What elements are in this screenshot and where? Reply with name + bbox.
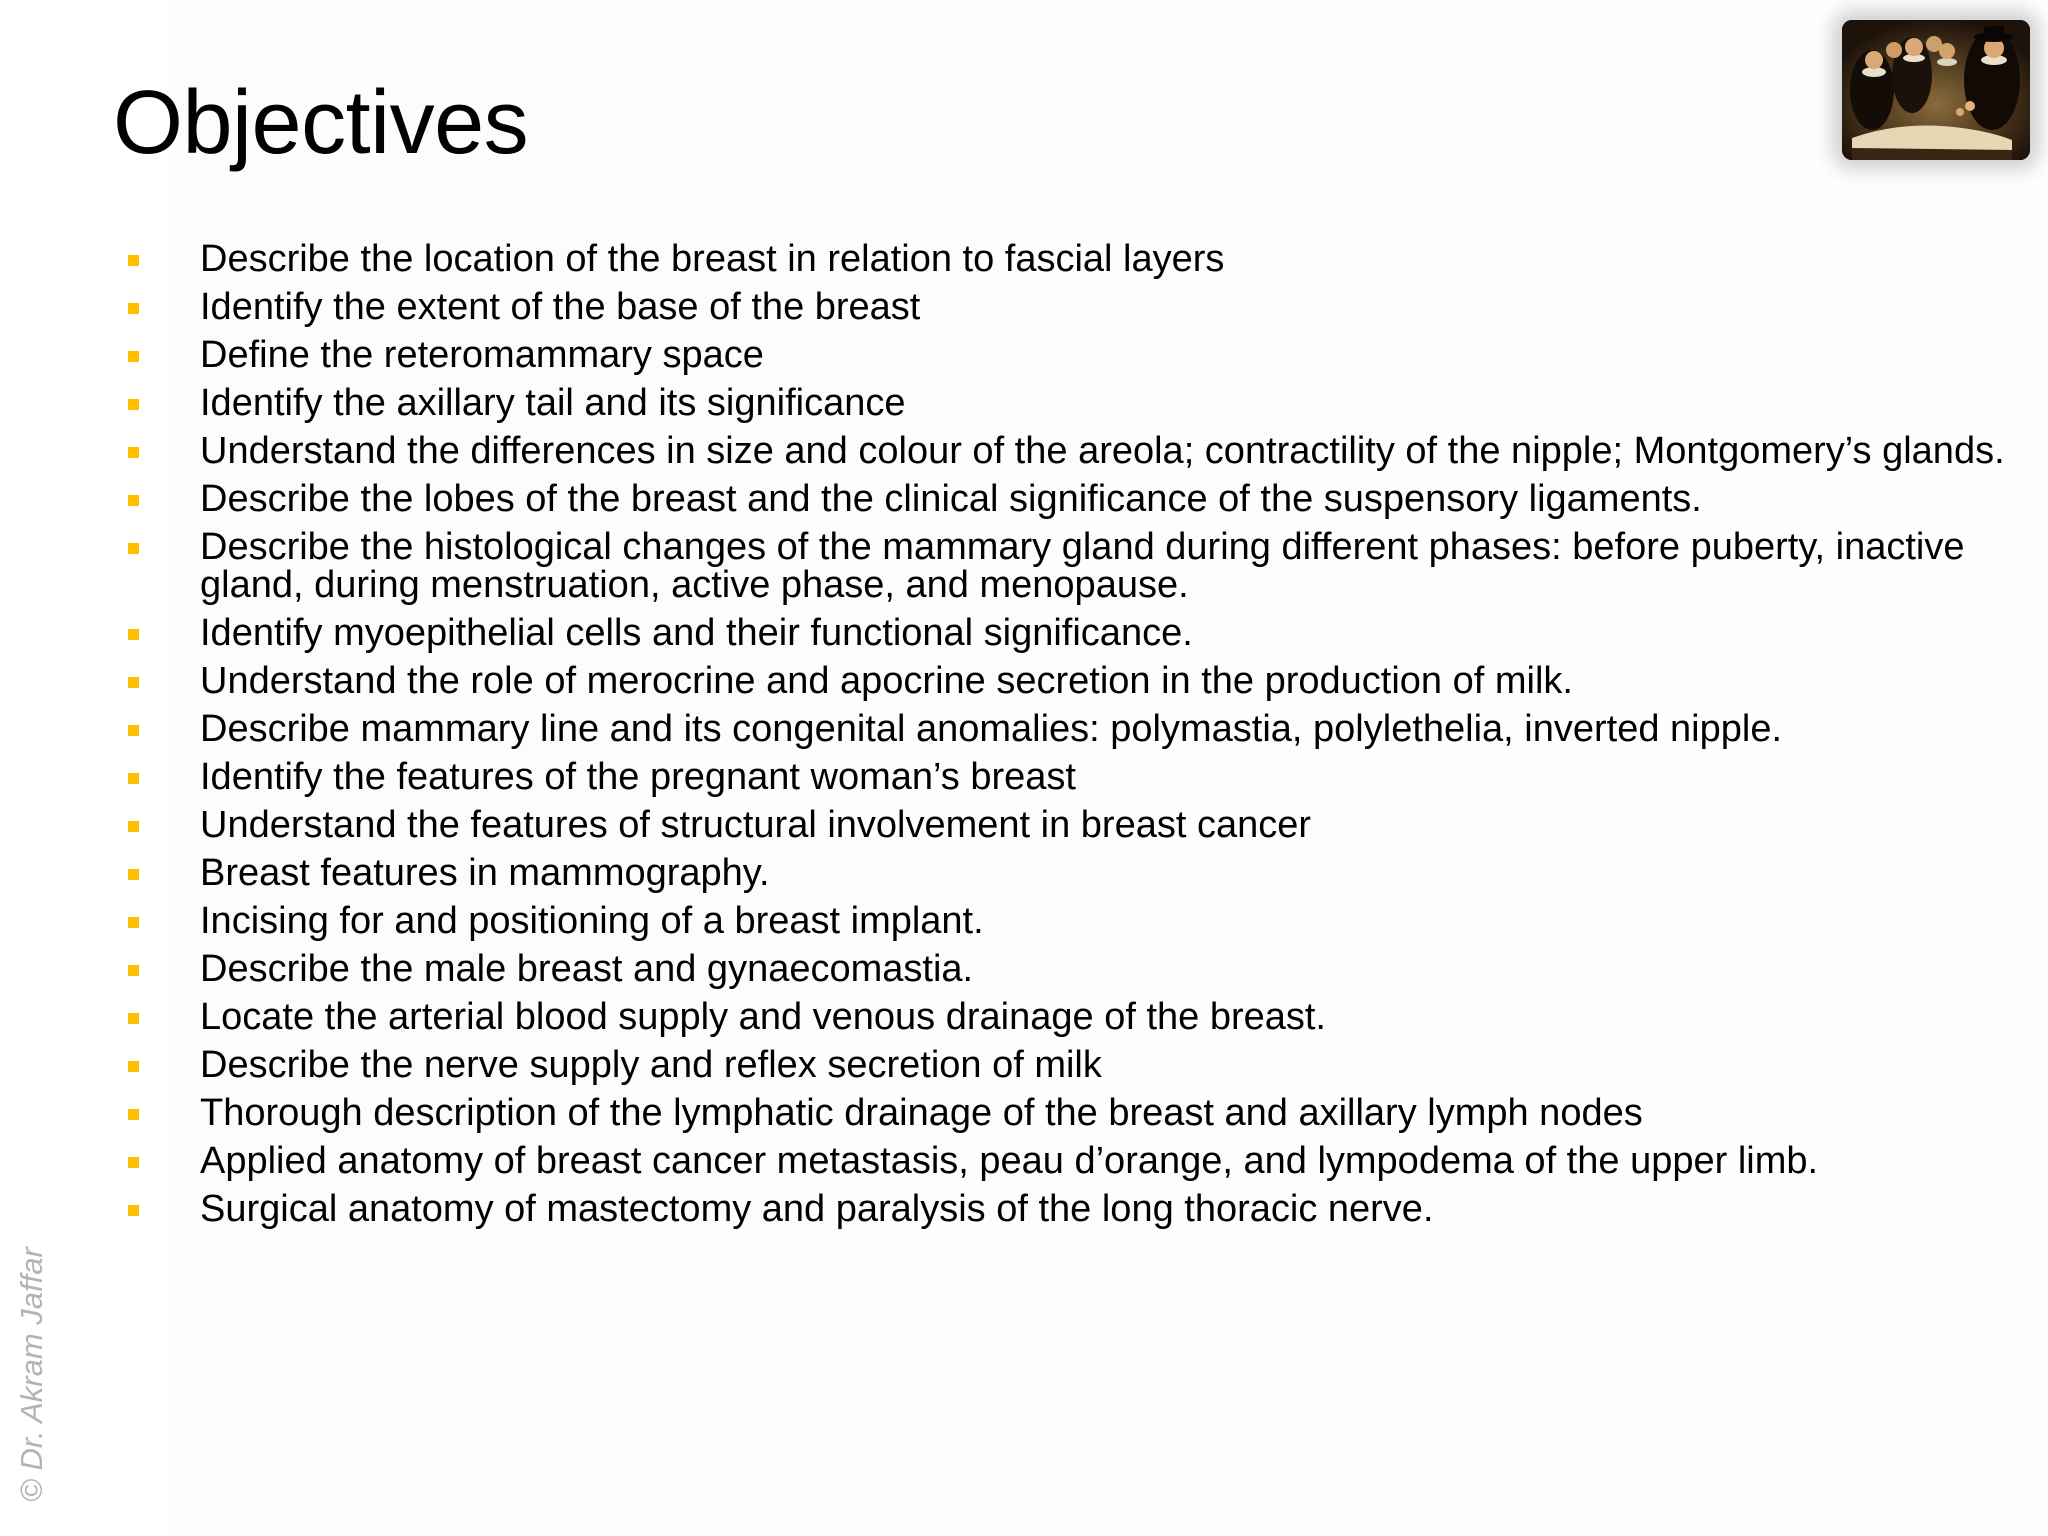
objective-item <box>120 480 2020 518</box>
objective-text: Understand the differences in size and colour of the areola; contractility of the nipple; Montgomery’s glands. <box>200 430 2005 472</box>
square-bullet-icon <box>128 725 139 736</box>
square-bullet-icon <box>128 1013 139 1024</box>
square-bullet-icon <box>128 351 139 362</box>
square-bullet-icon <box>128 399 139 410</box>
objectives-list <box>120 240 2020 1238</box>
square-bullet-icon <box>128 677 139 688</box>
anatomy-lesson-painting <box>1842 20 2030 160</box>
objective-item <box>120 806 2020 844</box>
objective-item <box>120 662 2020 700</box>
objective-text: Understand the features of structural involvement in breast cancer <box>200 804 1312 846</box>
objective-item <box>120 528 2020 604</box>
objective-item <box>120 288 2020 326</box>
square-bullet-icon <box>128 773 139 784</box>
objective-text: Understand the role of merocrine and apocrine secretion in the production of milk. <box>200 660 1573 702</box>
objective-text: Locate the arterial blood supply and venous drainage of the breast. <box>200 996 1326 1038</box>
copyright-watermark: © Dr. Akram Jaffar <box>14 1247 49 1502</box>
objective-text: Describe the nerve supply and reflex secretion of milk <box>200 1044 1102 1086</box>
square-bullet-icon <box>128 917 139 928</box>
objective-text: Describe the histological changes of the mammary gland during different phases: before puberty, inactive gland, during menstruation, active phase, and menopause. <box>200 526 1965 606</box>
objective-item <box>120 1094 2020 1132</box>
objective-item <box>120 384 2020 422</box>
objective-item <box>120 1190 2020 1228</box>
objective-item <box>120 950 2020 988</box>
objective-text: Identify the extent of the base of the breast <box>200 286 921 328</box>
objective-text: Describe the male breast and gynaecomastia. <box>200 948 974 990</box>
objective-text: Incising for and positioning of a breast implant. <box>200 900 984 942</box>
square-bullet-icon <box>128 447 139 458</box>
objective-item <box>120 432 2020 470</box>
square-bullet-icon <box>128 495 139 506</box>
objective-item <box>120 336 2020 374</box>
objective-item <box>120 240 2020 278</box>
square-bullet-icon <box>128 543 139 554</box>
square-bullet-icon <box>128 303 139 314</box>
objective-item <box>120 710 2020 748</box>
objective-text: Surgical anatomy of mastectomy and paralysis of the long thoracic nerve. <box>200 1188 1434 1230</box>
objective-item <box>120 854 2020 892</box>
square-bullet-icon <box>128 629 139 640</box>
square-bullet-icon <box>128 965 139 976</box>
square-bullet-icon <box>128 1109 139 1120</box>
square-bullet-icon <box>128 1061 139 1072</box>
square-bullet-icon <box>128 869 139 880</box>
objective-text: Applied anatomy of breast cancer metastasis, peau d’orange, and lympodema of the upper limb. <box>200 1140 1819 1182</box>
square-bullet-icon <box>128 1157 139 1168</box>
objective-item <box>120 998 2020 1036</box>
slide-title: Objectives <box>113 73 529 173</box>
objective-text: Identify myoepithelial cells and their functional significance. <box>200 612 1193 654</box>
objective-item <box>120 1046 2020 1084</box>
objective-text: Describe the lobes of the breast and the clinical significance of the suspensory ligaments. <box>200 478 1702 520</box>
objective-text: Identify the axillary tail and its significance <box>200 382 906 424</box>
objective-text: Describe the location of the breast in relation to fascial layers <box>200 238 1225 280</box>
square-bullet-icon <box>128 1205 139 1216</box>
objective-item <box>120 1142 2020 1180</box>
objective-text: Breast features in mammography. <box>200 852 770 894</box>
objective-item <box>120 902 2020 940</box>
objective-item <box>120 758 2020 796</box>
square-bullet-icon <box>128 255 139 266</box>
objective-text: Describe mammary line and its congenital anomalies: polymastia, polylethelia, inverted nipple. <box>200 708 1783 750</box>
objective-text: Identify the features of the pregnant woman’s breast <box>200 756 1076 798</box>
square-bullet-icon <box>128 821 139 832</box>
objective-text: Define the reteromammary space <box>200 334 764 376</box>
objective-text: Thorough description of the lymphatic drainage of the breast and axillary lymph nodes <box>200 1092 1643 1134</box>
objective-item <box>120 614 2020 652</box>
